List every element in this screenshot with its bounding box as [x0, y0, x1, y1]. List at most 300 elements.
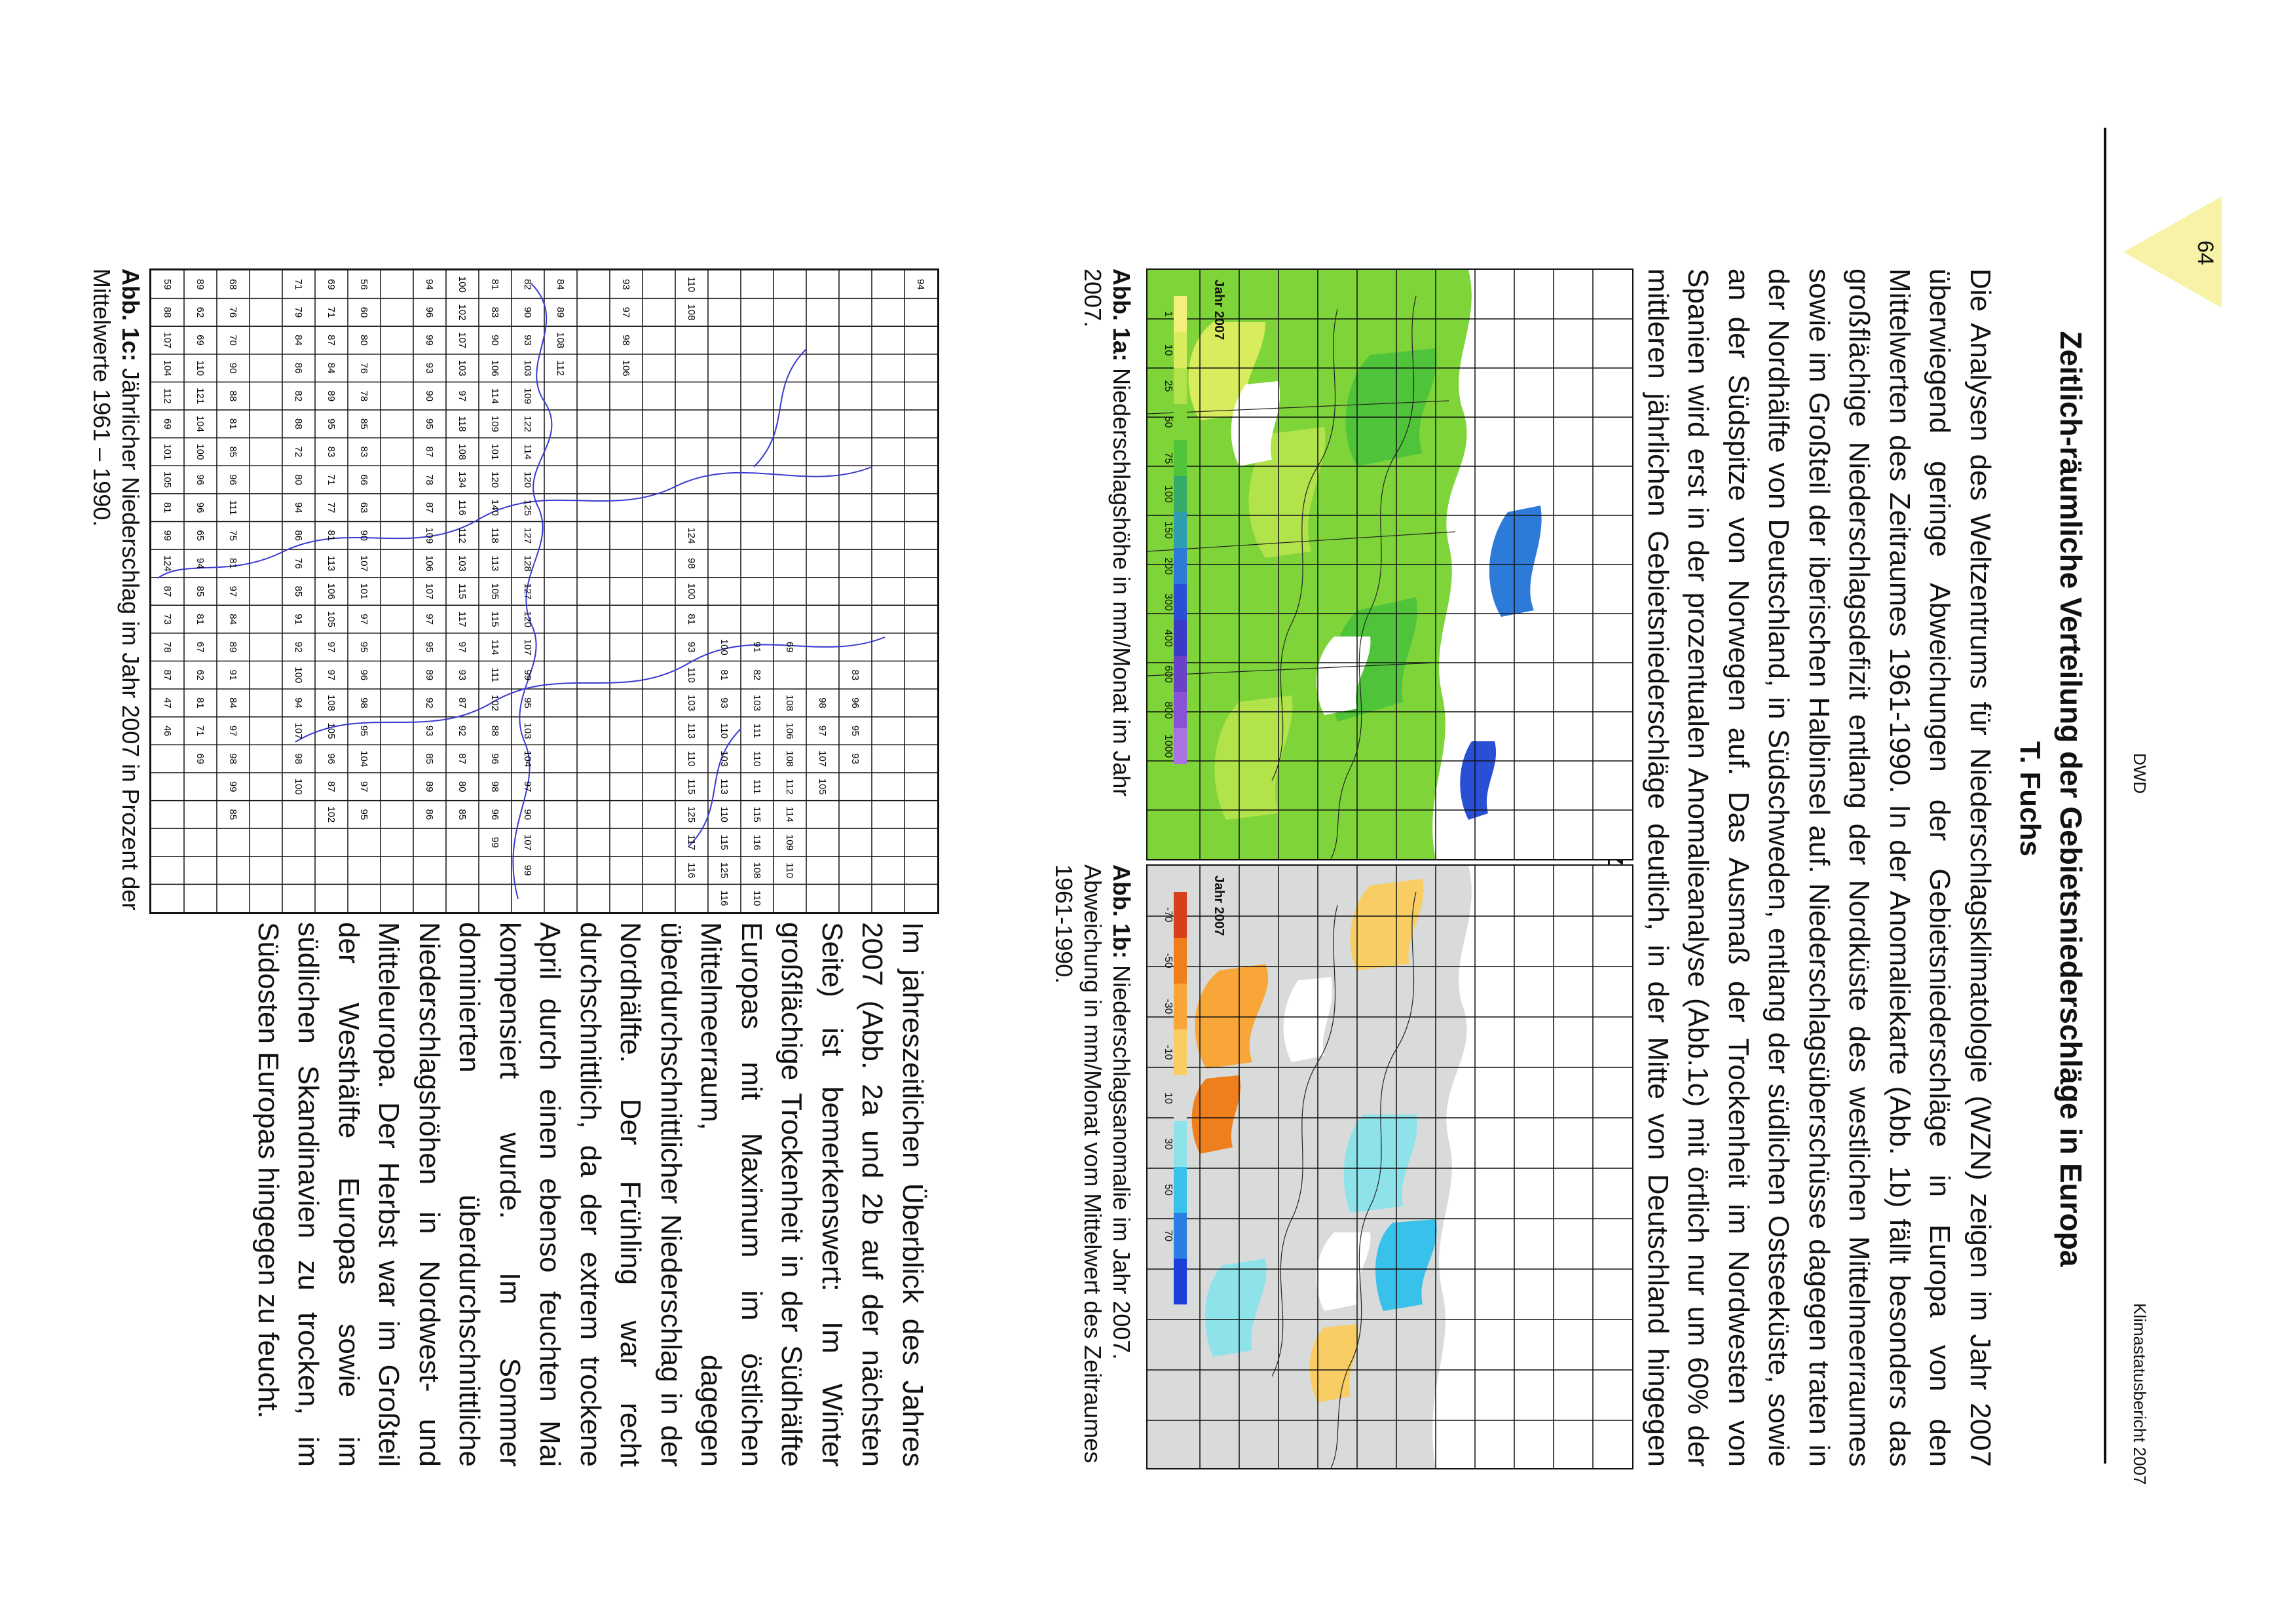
grid-cell-value: 115 [489, 611, 500, 627]
grid-cell-value: 56 [358, 278, 369, 290]
grid-cell-value: 110 [718, 806, 730, 822]
grid-cell-value: 105 [162, 471, 173, 489]
grid-cell-value: 94 [293, 502, 304, 513]
grid-cell-value: 95 [424, 641, 435, 653]
grid-cell-value: 107 [522, 638, 533, 655]
grid-cell-value: 87 [162, 585, 173, 597]
grid-cell-value: 113 [489, 555, 500, 572]
grid-cell-value: 47 [162, 697, 173, 709]
grid-cell-value: 60 [358, 306, 369, 318]
grid-cell-value: 82 [522, 278, 533, 290]
grid-cell-value: 96 [326, 753, 337, 764]
grid-cell-value: 86 [424, 809, 435, 821]
grid-cell-value: 111 [227, 500, 238, 515]
grid-cell-value: 107 [817, 750, 828, 767]
grid-cell-value: 104 [162, 360, 173, 377]
grid-cell-value: 84 [227, 697, 238, 709]
grid-cell-value: 70 [227, 335, 238, 346]
grid-cell-value: 95 [849, 725, 861, 737]
grid-cell-value: 81 [326, 530, 337, 542]
grid-cell-value: 78 [424, 474, 435, 485]
grid-cell-value: 109 [489, 415, 500, 432]
grid-cell-value: 127 [522, 583, 533, 600]
grid-cell-value: 100 [195, 443, 206, 460]
figure-1a-caption-label: Abb. 1a: [1108, 268, 1135, 362]
grid-cell-value: 105 [326, 722, 337, 739]
precip-legend-swatch-100: 100 [1162, 476, 1187, 512]
grid-cell-value: 72 [293, 446, 304, 458]
grid-cell-value: 89 [326, 390, 337, 402]
grid-cell-value: 46 [162, 725, 173, 737]
grid-cell-value: 73 [162, 614, 173, 625]
grid-cell-value: 90 [358, 530, 369, 542]
grid-cell-value: 80 [457, 781, 468, 792]
grid-cell-value: 103 [522, 722, 533, 739]
grid-cell-value: 108 [457, 443, 468, 460]
grid-cell-value: 87 [457, 697, 468, 709]
grid-cell-value: 97 [326, 669, 337, 681]
precipitation-map-graphic [1148, 270, 1632, 859]
grid-cell-value: 118 [457, 416, 468, 432]
grid-cell-value: 107 [522, 834, 533, 851]
grid-cell-value: 112 [457, 527, 468, 544]
grid-cell-value: 81 [489, 278, 500, 290]
grid-cell-value: 100 [457, 276, 468, 293]
grid-cell-value: 127 [522, 527, 533, 544]
grid-cell-value: 100 [293, 778, 304, 795]
grid-cell-value: 93 [457, 669, 468, 681]
anomaly-map-graphic [1148, 866, 1632, 1468]
grid-cell-value: 103 [457, 555, 468, 572]
precip-legend-swatch-200: 200 [1162, 548, 1187, 584]
grid-cell-value: 104 [358, 750, 369, 767]
grid-cell-value: 107 [162, 332, 173, 349]
grid-cell-value: 115 [718, 834, 730, 851]
percent-grid-map [149, 268, 939, 914]
grid-cell-value: 83 [326, 446, 337, 458]
grid-cell-value: 96 [489, 809, 500, 821]
grid-cell-value: 69 [326, 278, 337, 290]
grid-cell-value: 96 [195, 502, 206, 513]
anomaly-legend-swatch-50: 50 [1162, 1167, 1187, 1213]
grid-cell-value: 93 [686, 641, 697, 653]
grid-cell-value: 140 [489, 499, 500, 516]
grid-cell-value: 76 [358, 362, 369, 374]
grid-cell-value: 94 [424, 278, 435, 290]
grid-cell-value: 120 [489, 471, 500, 489]
grid-cell-value: 114 [522, 443, 533, 460]
grid-cell-value: 75 [227, 530, 238, 542]
grid-cell-value: 110 [686, 750, 697, 767]
grid-cell-value: 62 [195, 306, 206, 318]
grid-cell-value: 116 [718, 890, 730, 906]
grid-cell-value: 108 [784, 750, 795, 767]
grid-cell-value: 99 [489, 837, 500, 848]
grid-cell-value: 110 [686, 667, 697, 683]
grid-cell-value: 105 [817, 778, 828, 795]
header-rule [2104, 128, 2106, 1464]
grid-cell-value: 111 [489, 667, 500, 683]
grid-cell-value: 109 [424, 527, 435, 544]
grid-cell-value: 100 [293, 667, 304, 684]
grid-cell-value: 81 [718, 669, 730, 681]
grid-cell-value: 106 [489, 360, 500, 377]
figure-1a-caption-text: Niederschlagshöhe in mm/Monat im Jahr 2007. [1079, 268, 1135, 797]
grid-cell-value: 88 [293, 418, 304, 430]
grid-cell-value: 99 [522, 669, 533, 681]
grid-cell-value: 114 [489, 639, 500, 655]
grid-cell-value: 84 [227, 614, 238, 625]
grid-cell-value: 83 [358, 446, 369, 458]
grid-cell-value: 111 [751, 779, 762, 794]
figure-1b-caption [1049, 864, 1136, 1467]
grid-cell-value: 118 [489, 527, 500, 544]
anomaly-legend-swatch-m10: -10 [1162, 1029, 1187, 1075]
grid-cell-value: 91 [751, 641, 762, 653]
grid-cell-value: 86 [293, 362, 304, 374]
grid-cell-value: 110 [686, 276, 697, 293]
grid-cell-value: 81 [195, 614, 206, 625]
grid-cell-value: 99 [424, 335, 435, 346]
grid-cell-value: 95 [358, 809, 369, 821]
grid-cell-value: 91 [227, 669, 238, 681]
grid-cell-value: 107 [358, 555, 369, 572]
grid-cell-value: 87 [424, 502, 435, 513]
grid-cell-value: 81 [227, 418, 238, 430]
grid-cell-value: 83 [489, 306, 500, 318]
grid-cell-value: 93 [424, 362, 435, 374]
grid-cell-value: 85 [457, 809, 468, 821]
grid-cell-value: 81 [227, 558, 238, 569]
grid-cell-value: 65 [195, 530, 206, 542]
percent-grid-graphic [151, 270, 937, 912]
precip-legend-swatch-1: 1 [1162, 296, 1187, 332]
grid-cell-value: 59 [162, 278, 173, 290]
figure-1b-caption-text: Niederschlagsanomalie im Jahr 2007. Abweichung in mm/Monat vom Mittelwert des Zeitraumes 1961-1990. [1051, 864, 1135, 1464]
grid-cell-value: 93 [522, 335, 533, 346]
grid-cell-value: 67 [195, 641, 206, 653]
grid-cell-value: 97 [457, 390, 468, 402]
article-title: Zeitlich-räumliche Verteilung der Gebietsniederschläge in Europa [2054, 331, 2088, 1267]
grid-cell-value: 95 [424, 418, 435, 430]
grid-cell-value: 95 [522, 697, 533, 709]
grid-cell-value: 98 [227, 753, 238, 764]
grid-cell-value: 102 [326, 806, 337, 823]
grid-cell-value: 101 [162, 443, 173, 460]
grid-cell-value: 100 [686, 583, 697, 600]
grid-cell-value: 96 [489, 753, 500, 764]
grid-cell-value: 102 [457, 304, 468, 321]
grid-cell-value: 116 [457, 500, 468, 516]
anomaly-legend [1162, 892, 1187, 1304]
grid-cell-value: 88 [489, 725, 500, 737]
grid-cell-value: 115 [457, 583, 468, 599]
grid-cell-value: 84 [555, 278, 566, 290]
grid-cell-value: 120 [522, 611, 533, 628]
grid-cell-value: 96 [358, 669, 369, 681]
grid-cell-value: 69 [784, 641, 795, 653]
grid-cell-value: 88 [227, 390, 238, 402]
grid-cell-value: 62 [195, 669, 206, 681]
grid-cell-value: 97 [358, 614, 369, 625]
grid-cell-value: 71 [326, 474, 337, 485]
anomaly-legend-swatch-30: 30 [1162, 1121, 1187, 1167]
anomaly-map [1146, 864, 1633, 1469]
grid-cell-value: 71 [293, 278, 304, 290]
grid-cell-value: 85 [195, 585, 206, 597]
precip-legend-swatch-600: 600 [1162, 656, 1187, 692]
grid-cell-value: 122 [522, 415, 533, 432]
grid-cell-value: 68 [227, 278, 238, 290]
grid-cell-value: 117 [686, 834, 697, 851]
grid-cell-value: 69 [195, 335, 206, 346]
grid-cell-value: 92 [424, 697, 435, 709]
grid-cell-value: 92 [457, 725, 468, 737]
grid-cell-value: 97 [227, 585, 238, 597]
grid-cell-value: 98 [620, 335, 631, 346]
grid-cell-value: 116 [751, 834, 762, 851]
grid-cell-value: 85 [227, 809, 238, 821]
grid-cell-value: 104 [522, 750, 533, 767]
figure-1a-caption [1078, 268, 1136, 858]
grid-cell-value: 94 [195, 558, 206, 569]
grid-cell-value: 103 [718, 750, 730, 767]
grid-cell-value: 112 [162, 388, 173, 404]
grid-cell-value: 97 [457, 641, 468, 653]
grid-cell-value: 106 [784, 722, 795, 739]
grid-cell-value: 113 [686, 723, 697, 739]
grid-cell-value: 77 [326, 502, 337, 513]
grid-cell-value: 106 [326, 583, 337, 600]
grid-cell-value: 97 [620, 306, 631, 318]
grid-cell-value: 114 [784, 806, 795, 822]
figure-1b-caption-label: Abb. 1b: [1108, 864, 1135, 959]
grid-cell-value: 125 [686, 806, 697, 823]
grid-cell-value: 90 [522, 306, 533, 318]
precipitation-map [1146, 268, 1633, 860]
precip-legend-swatch-50: 50 [1162, 404, 1187, 440]
grid-cell-value: 93 [718, 697, 730, 709]
grid-cell-value: 103 [751, 694, 762, 711]
grid-cell-value: 84 [293, 335, 304, 346]
grid-cell-value: 98 [817, 697, 828, 709]
grid-cell-value: 87 [326, 335, 337, 346]
grid-cell-value: 105 [326, 611, 337, 628]
grid-cell-value: 108 [326, 694, 337, 711]
grid-cell-value: 110 [195, 360, 206, 377]
grid-cell-value: 87 [162, 669, 173, 681]
grid-cell-value: 90 [227, 362, 238, 374]
map2-year-label: Jahr 2007 [1212, 876, 1226, 936]
grid-cell-value: 103 [457, 360, 468, 377]
grid-cell-value: 109 [522, 388, 533, 405]
grid-cell-value: 100 [718, 638, 730, 655]
grid-cell-value: 93 [849, 753, 861, 764]
grid-cell-value: 96 [424, 306, 435, 318]
grid-cell-value: 69 [195, 753, 206, 764]
grid-cell-value: 80 [293, 474, 304, 485]
grid-cell-value: 78 [358, 390, 369, 402]
grid-cell-value: 108 [686, 304, 697, 321]
anomaly-legend-swatch-70: 70 [1162, 1213, 1187, 1259]
precip-legend-swatch-150: 150 [1162, 512, 1187, 548]
grid-cell-value: 101 [358, 583, 369, 600]
grid-cell-value: 97 [424, 614, 435, 625]
grid-cell-value: 69 [162, 418, 173, 430]
grid-cell-value: 84 [326, 362, 337, 374]
grid-cell-value: 97 [358, 781, 369, 792]
grid-cell-value: 94 [293, 697, 304, 709]
grid-cell-value: 125 [522, 499, 533, 516]
grid-cell-value: 91 [293, 614, 304, 625]
grid-cell-value: 112 [555, 360, 566, 377]
grid-cell-value: 110 [718, 723, 730, 739]
grid-cell-value: 112 [784, 779, 795, 795]
grid-cell-value: 97 [522, 781, 533, 792]
grid-cell-value: 95 [326, 418, 337, 430]
grid-cell-value: 89 [555, 306, 566, 318]
grid-cell-value: 90 [522, 809, 533, 821]
running-header-right: Klimastatusbericht 2007 [2130, 1303, 2150, 1485]
figure-1c-caption [87, 268, 145, 923]
anomaly-legend-swatch-max [1162, 1259, 1187, 1304]
grid-cell-value: 95 [358, 641, 369, 653]
grid-cell-value: 85 [358, 418, 369, 430]
grid-cell-value: 98 [686, 558, 697, 569]
grid-cell-value: 80 [358, 335, 369, 346]
grid-cell-value: 89 [195, 278, 206, 290]
grid-cell-value: 106 [424, 555, 435, 572]
grid-cell-value: 92 [293, 641, 304, 653]
grid-cell-value: 116 [686, 862, 697, 879]
grid-cell-value: 121 [195, 388, 206, 405]
grid-cell-value: 97 [227, 725, 238, 737]
grid-cell-value: 81 [195, 697, 206, 709]
grid-cell-value: 89 [424, 781, 435, 792]
grid-cell-value: 96 [227, 474, 238, 485]
grid-cell-value: 106 [620, 360, 631, 377]
grid-cell-value: 63 [358, 502, 369, 513]
grid-cell-value: 88 [162, 306, 173, 318]
grid-cell-value: 99 [162, 530, 173, 542]
precip-legend-swatch-400: 400 [1162, 620, 1187, 656]
grid-cell-value: 97 [817, 725, 828, 737]
grid-cell-value: 108 [784, 694, 795, 711]
grid-cell-value: 113 [718, 779, 730, 795]
grid-cell-value: 103 [522, 360, 533, 377]
precip-legend-swatch-25: 25 [1162, 368, 1187, 404]
grid-cell-value: 108 [751, 862, 762, 879]
grid-cell-value: 98 [489, 781, 500, 792]
grid-cell-value: 111 [751, 723, 762, 739]
grid-cell-value: 81 [686, 614, 697, 625]
grid-cell-value: 124 [162, 555, 173, 572]
precip-legend-swatch-10: 10 [1162, 332, 1187, 368]
second-column-paragraph: Im jahreszeitlichen Überblick des Jahres 2007 (Abb. 2a und 2b auf der nächsten Seite) ist bemerkenswert: Im Winter großflächige Trockenheit in der Südhälfte Europas mit Maximum im östlichen Mittelmeerraum, dagegen überdurchschnittlicher Niederschlag in der Nordhälfte. Der Frühling war recht durchschnittlich, da der extrem trockene April durch einen ebenso feuchten Mai kompensiert wurde. Im Sommer dominierten überdurchschnittliche Niederschlagshöhen in Nordwest- und Mitteleuropa. Der Herbst war im Großteil der Westhälfte Europas sowie im südlichen Skandinavien zu trocken, im Südosten Europas hingegen zu feucht. [252, 922, 929, 1467]
grid-cell-value: 76 [293, 558, 304, 569]
grid-cell-value: 96 [849, 697, 861, 709]
anomaly-legend-swatch-m70: -70 [1162, 892, 1187, 938]
precip-legend-swatch-75: 75 [1162, 440, 1187, 476]
grid-cell-value: 120 [522, 471, 533, 489]
grid-cell-value: 71 [326, 306, 337, 318]
grid-cell-value: 115 [751, 806, 762, 822]
figure-1c-caption-text: Jährlicher Niederschlag im Jahr 2007 in Prozent der Mittelwerte 1961 – 1990. [88, 268, 144, 911]
grid-cell-value: 87 [326, 781, 337, 792]
grid-cell-value: 113 [326, 555, 337, 572]
anomaly-legend-swatch-m30: -30 [1162, 984, 1187, 1029]
grid-lines [151, 270, 937, 912]
coastline-outline [158, 284, 885, 899]
grid-cell-value: 110 [751, 890, 762, 906]
precip-legend [1162, 296, 1187, 764]
grid-cell-value: 98 [358, 697, 369, 709]
grid-cell-value: 86 [293, 530, 304, 542]
grid-cell-value: 107 [424, 583, 435, 600]
grid-cell-value: 89 [424, 669, 435, 681]
grid-cell-value: 85 [227, 446, 238, 458]
article-author: T. Fuchs [2014, 741, 2046, 857]
grid-cell-value: 98 [293, 753, 304, 764]
grid-cell-value: 107 [457, 332, 468, 349]
grid-cell-value: 87 [424, 446, 435, 458]
grid-cell-value: 125 [718, 862, 730, 879]
anomaly-legend-swatch-10: 10 [1162, 1075, 1187, 1121]
grid-cell-value: 110 [751, 750, 762, 767]
precip-legend-swatch-800: 800 [1162, 692, 1187, 728]
precip-legend-swatch-300: 300 [1162, 584, 1187, 620]
grid-cell-value: 87 [457, 753, 468, 764]
grid-cell-value: 85 [293, 585, 304, 597]
grid-cell-value: 110 [784, 862, 795, 879]
grid-cell-value: 104 [195, 415, 206, 432]
precip-legend-swatch-1000: 1000 [1162, 728, 1187, 764]
grid-cell-value: 96 [195, 474, 206, 485]
grid-cell-value: 71 [195, 725, 206, 737]
grid-cell-value: 90 [424, 390, 435, 402]
grid-cell-value: 101 [489, 443, 500, 460]
grid-cell-value: 99 [522, 864, 533, 876]
grid-cell-value: 89 [227, 641, 238, 653]
intro-paragraph: Die Analysen des Weltzentrums für Niederschlagsklimatologie (WZN) zeigen im Jahr 2007 überwiegend geringe Abweichungen der Gebietsniederschläge in Europa von den Mittelwerten des Zeitraumes 1961-1990. In der Anomaliekarte (Abb. 1b) fällt besonders das großflächige Niederschlagsdefizit entlang der Nordküste des westlichen Mittelmeerraumes sowie im Großteil der iberischen Halbinsel auf. Niederschlagsüberschüsse dagegen traten in der Nordhälfte von Deutschland, in Südschweden, entlang der südlichen Ostseeküste, sowie an der Südspitze von Norwegen auf. Das Ausmaß der Trockenheit im Nordwesten von Spanien wird erst in der prozentualen Anomalieanalyse (Abb.1c) mit örtlich nur um 60% der mittleren jährlichen Gebietsniederschläge deutlich, in der Mitte von Deutschland hingegen [1642, 268, 1996, 1467]
grid-cell-value: 105 [489, 583, 500, 600]
grid-cell-value: 97 [326, 641, 337, 653]
grid-cell-value: 93 [424, 725, 435, 737]
grid-cell-value: 114 [489, 388, 500, 404]
grid-cell-value: 102 [489, 694, 500, 711]
figure-1c-caption-label: Abb. 1c: [117, 268, 144, 362]
grid-cell-value: 78 [162, 641, 173, 653]
grid-cell-value: 124 [686, 527, 697, 544]
grid-cell-value: 94 [915, 278, 926, 290]
grid-cell-value: 108 [555, 332, 566, 349]
grid-cell-value: 79 [293, 306, 304, 318]
grid-cell-value: 93 [620, 278, 631, 290]
grid-cell-value: 107 [293, 722, 304, 739]
grid-cell-value: 103 [686, 694, 697, 711]
grid-cell-value: 95 [358, 725, 369, 737]
grid-cell-value: 115 [686, 779, 697, 795]
grid-cell-value: 90 [489, 335, 500, 346]
grid-cell-value: 109 [784, 834, 795, 851]
grid-cell-value: 83 [849, 669, 861, 681]
grid-cell-value: 82 [293, 390, 304, 402]
grid-cell-value: 128 [522, 555, 533, 572]
running-header-center: DWD [2130, 753, 2150, 794]
grid-cell-value: 76 [227, 306, 238, 318]
grid-cell-value: 82 [751, 669, 762, 681]
page-number: 64 [2193, 240, 2218, 265]
